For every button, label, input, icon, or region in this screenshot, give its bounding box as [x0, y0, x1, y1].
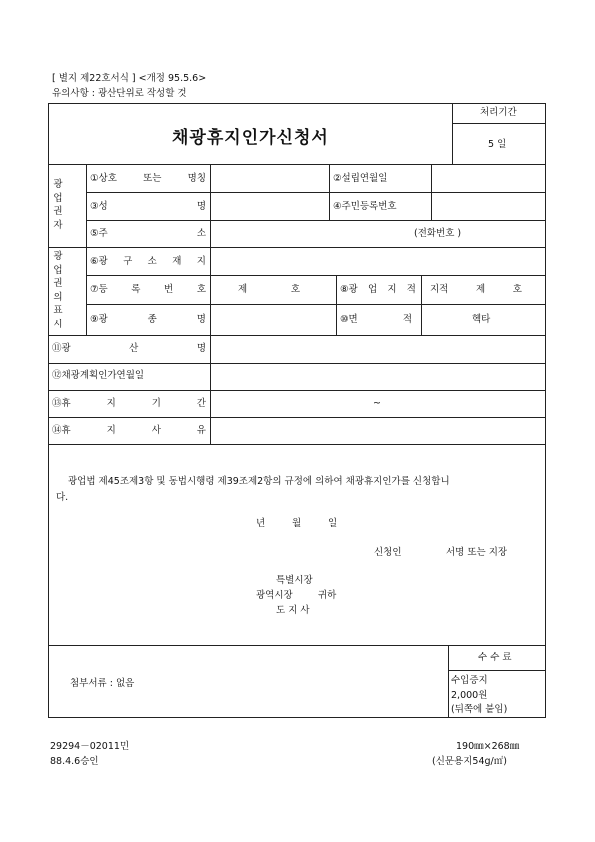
mineral-type-label: ⑨광 종 명: [90, 314, 206, 325]
phone-label: (전화번호 ): [414, 228, 462, 239]
recipient-suffix: 귀하: [318, 590, 337, 601]
fee-label: 수 수 료: [478, 652, 512, 663]
recipient-province: 도 지 사: [276, 605, 310, 616]
representative-name-field[interactable]: [212, 194, 327, 219]
paper-size: 190㎜×268㎜: [456, 741, 520, 752]
address-field[interactable]: [212, 222, 412, 246]
suspension-reason-field[interactable]: [212, 419, 544, 443]
form-code: 29294－02011민: [50, 741, 130, 752]
process-period-value: 5 일: [488, 139, 507, 150]
mine-name-field[interactable]: [212, 337, 544, 362]
applicant-section-label: 광 업 권 자: [53, 179, 63, 231]
id-number-field[interactable]: [433, 194, 544, 219]
recipient-special-city: 특별시장: [276, 575, 313, 586]
mineral-type-field[interactable]: [212, 306, 334, 334]
date-day: 일: [328, 518, 338, 529]
mining-plan-date-label: ⑫채광계획인가연월일: [52, 370, 145, 381]
suspension-period-label: ⑬휴 지 기 간: [52, 398, 206, 409]
fee-amount: 2,000원: [451, 690, 488, 701]
registration-number-value[interactable]: 제 호: [238, 284, 300, 295]
mining-plan-date-field[interactable]: [212, 365, 544, 389]
date-year: 년: [256, 518, 266, 529]
suspension-period-field[interactable]: ~: [373, 398, 381, 409]
address-label: ⑤주 소: [90, 228, 206, 239]
suspension-reason-label: ⑭휴 지 사 유: [52, 425, 206, 436]
mine-name-label: ⑪광 산 명: [52, 343, 206, 354]
signature-label: 서명 또는 지장: [446, 547, 508, 558]
area-label: ⑩면 적: [340, 314, 412, 325]
registration-number-label: ⑦등 록 번 호: [90, 284, 206, 295]
form-number: [ 별지 제22호서식 ] <개정 95.5.6>: [52, 73, 207, 84]
mine-location-field[interactable]: [212, 249, 544, 274]
statement-line-2: 다.: [56, 492, 69, 503]
founding-date-label: ②설립연월일: [333, 173, 388, 184]
instruction-note: 유의사항 : 광산단위로 작성할 것: [52, 88, 187, 99]
company-name-label: ①상호 또는 명칭: [90, 173, 206, 184]
area-unit: 헥타: [472, 314, 491, 325]
applicant-label: 신청인: [374, 547, 402, 558]
form-title: 채광휴지인가신청서: [172, 128, 329, 148]
date-month: 월: [292, 518, 302, 529]
paper-type: (신문용지54g/㎡): [432, 756, 507, 767]
recipient-metro-city: 광역시장: [256, 590, 293, 601]
attachments-label: 첨부서류 : 없음: [70, 678, 135, 689]
id-number-label: ④주민등록번호: [333, 201, 397, 212]
mining-right-section-label: 광 업 권 의 표 시: [53, 251, 63, 330]
fee-note: (뒤쪽에 붙임): [451, 704, 508, 715]
founding-date-field[interactable]: [433, 166, 544, 191]
statement-line-1: 광업법 제45조제3항 및 동법시행령 제39조제2항의 규정에 의하여 채광휴지인가를 신청합니: [68, 476, 450, 487]
approval-date: 88.4.6승인: [50, 756, 99, 767]
process-period-label: 처리기간: [480, 107, 517, 118]
mine-map-label: ⑧광 업 지 적: [340, 284, 416, 295]
mine-location-label: ⑥광 구 소 재 지: [90, 256, 206, 267]
mine-map-value[interactable]: 지적 제 호: [430, 284, 522, 295]
fee-stamp-line: 수입증지: [451, 675, 488, 686]
representative-name-label: ③성 명: [90, 201, 206, 212]
company-name-field[interactable]: [212, 166, 327, 191]
